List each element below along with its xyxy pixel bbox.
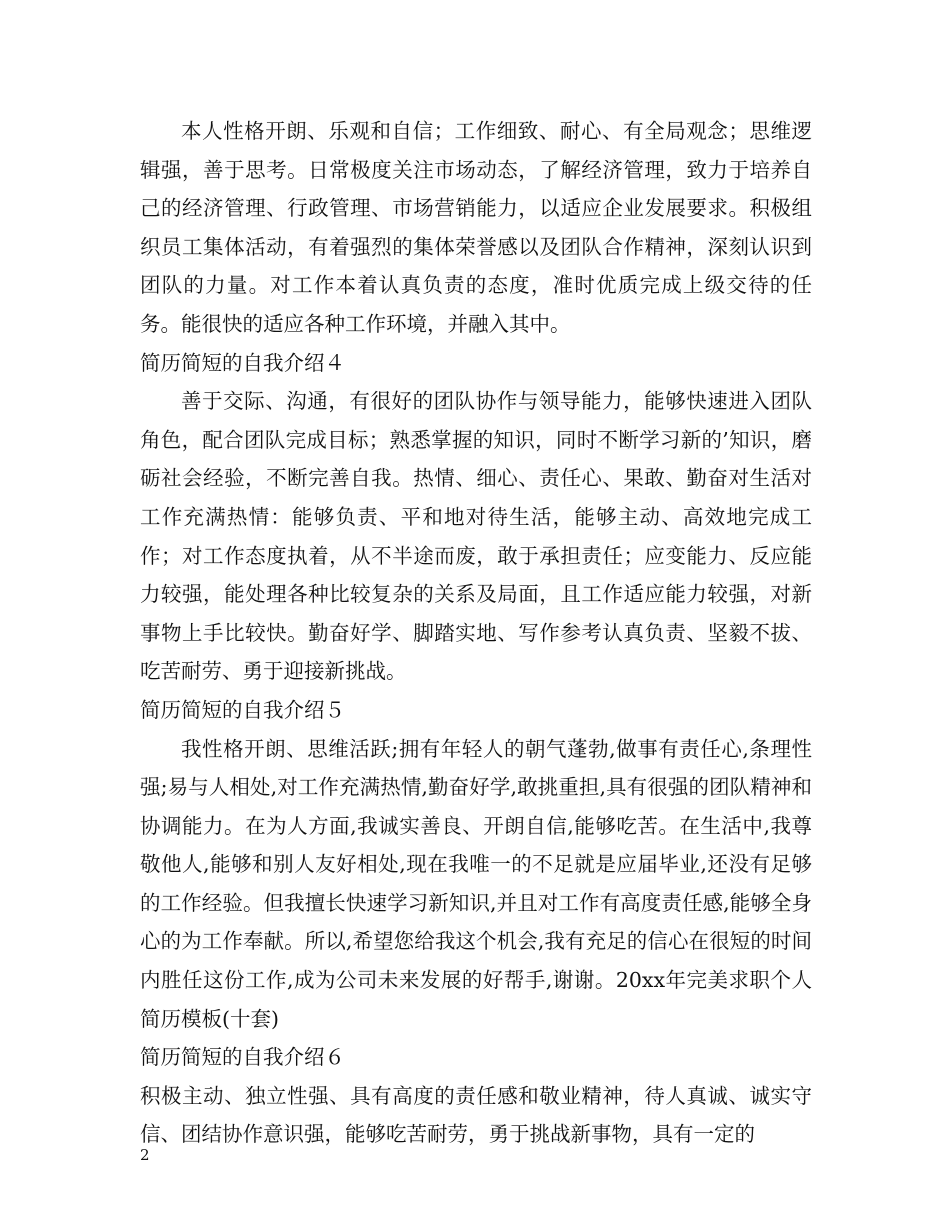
section-heading-6: 简历简短的自我介绍６ [140, 1045, 345, 1070]
document-body [140, 112, 812, 1154]
paragraph-section-5: 我性格开朗、思维活跃;拥有年轻人的朝气蓬勃,做事有责任心,条理性强;易与人相处,对工作充满热情,勤奋好学,敢挑重担,具有很强的团队精神和协调能力。在为人方面,我诚实善良、开朗自信,能够吃苦。在生活中,我尊敬他人,能够和别人友好相处,现在我唯一的不足就是应届毕业,还没有足够的工作经验。但我擅长快速学习新知识,并且对工作有高度责任感,能够全身心的为工作奉献。所以,希望您给我这个机会,我有充足的信心在很短的时间内胜任这份工作,成为公司未来发展的好帮手,谢谢。20xx年完美求职个人简历模板(十套) [140, 736, 812, 1031]
page-number: 2 [140, 1146, 150, 1164]
paragraph-section-4: 善于交际、沟通，有很好的团队协作与领导能力，能够快速进入团队角色，配合团队完成目标；熟悉掌握的知识，同时不断学习新的’知识，磨砺社会经验，不断完善自我。热情、细心、责任心、果敢、勤奋对生活对工作充满热情：能够负责、平和地对待生活，能够主动、高效地完成工作；对工作态度执着，从不半途而废，敢于承担责任；应变能力、反应能力较强，能处理各种比较复杂的关系及局面，且工作适应能力较强，对新事物上手比较快。勤奋好学、脚踏实地、写作参考认真负责、坚毅不拔、吃苦耐劳、勇于迎接新挑战。 [140, 389, 812, 684]
paragraph-intro: 本人性格开朗、乐观和自信；工作细致、耐心、有全局观念；思维逻辑强，善于思考。日常极度关注市场动态，了解经济管理，致力于培养自己的经济管理、行政管理、市场营销能力，以适应企业发展要求。积极组织员工集体活动，有着强烈的集体荣誉感以及团队合作精神，深刻认识到团队的力量。对工作本着认真负责的态度，准时优质完成上级交待的任务。能很快的适应各种工作环境，并融入其中。 [140, 119, 812, 336]
paragraph-section-6: 积极主动、独立性强、具有高度的责任感和敬业精神，待人真诚、诚实守信、团结协作意识强，能够吃苦耐劳，勇于挑战新事物，具有一定的 [140, 1083, 812, 1147]
section-heading-4: 简历简短的自我介绍４ [140, 350, 345, 375]
section-heading-5: 简历简短的自我介绍５ [140, 697, 345, 722]
